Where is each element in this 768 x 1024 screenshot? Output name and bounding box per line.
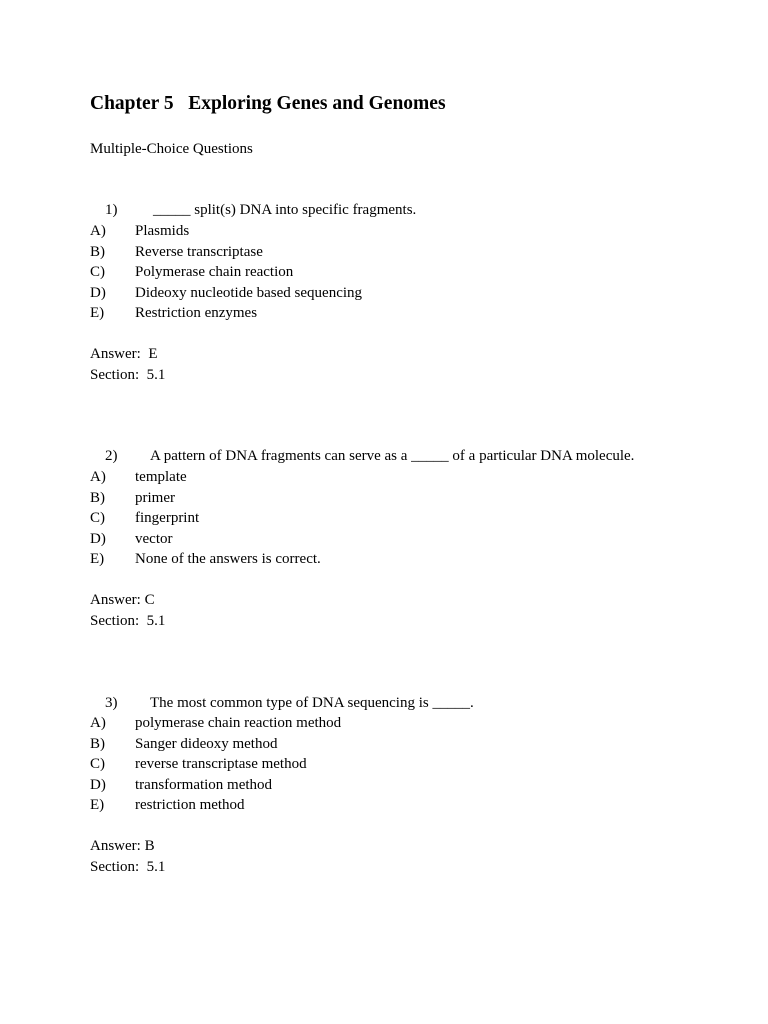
question-text: _____ split(s) DNA into specific fragments. bbox=[153, 202, 417, 218]
answer-line: Answer: C bbox=[90, 592, 155, 608]
question-1-option-a bbox=[90, 221, 189, 241]
page-title: Chapter 5 Exploring Genes and Genomes bbox=[90, 93, 446, 114]
option-text: fingerprint bbox=[135, 510, 200, 526]
option-text: Plasmids bbox=[135, 223, 190, 239]
question-3-option-b bbox=[90, 734, 277, 754]
question-number: 3) bbox=[105, 695, 118, 711]
option-letter: C) bbox=[90, 510, 105, 526]
option-text: Restriction enzymes bbox=[135, 305, 258, 321]
option-text: Dideoxy nucleotide based sequencing bbox=[135, 285, 363, 301]
option-text: transformation method bbox=[135, 777, 273, 793]
question-2-option-c bbox=[90, 508, 199, 528]
section-line: Section: 5.1 bbox=[90, 367, 166, 383]
option-letter: D) bbox=[90, 777, 106, 793]
option-text: primer bbox=[135, 490, 175, 506]
option-letter: E) bbox=[90, 551, 105, 567]
question-text: A pattern of DNA fragments can serve as a _____ of a particular DNA molecule. bbox=[150, 448, 635, 464]
option-text: None of the answers is correct. bbox=[135, 551, 321, 567]
question-number: 2) bbox=[105, 448, 118, 464]
option-letter: C) bbox=[90, 756, 105, 772]
section-heading: Multiple-Choice Questions bbox=[90, 141, 253, 157]
option-letter: B) bbox=[90, 244, 105, 260]
option-text: Sanger dideoxy method bbox=[135, 736, 278, 752]
question-2-option-a bbox=[90, 467, 187, 487]
option-letter: C) bbox=[90, 264, 105, 280]
answer-line: Answer: B bbox=[90, 838, 155, 854]
option-letter: B) bbox=[90, 490, 105, 506]
question-3-option-a bbox=[90, 713, 341, 733]
option-text: template bbox=[135, 469, 187, 485]
question-2-option-d bbox=[90, 529, 172, 549]
option-letter: A) bbox=[90, 715, 106, 731]
option-text: vector bbox=[135, 531, 173, 547]
option-text: restriction method bbox=[135, 797, 245, 813]
question-1-option-b bbox=[90, 242, 263, 262]
question-1-option-e bbox=[90, 303, 257, 323]
option-letter: E) bbox=[90, 305, 105, 321]
question-number: 1) bbox=[105, 202, 118, 218]
option-letter: A) bbox=[90, 469, 106, 485]
question-2-option-e bbox=[90, 549, 321, 569]
question-2-option-b bbox=[90, 488, 175, 508]
question-3-option-c bbox=[90, 754, 307, 774]
option-letter: D) bbox=[90, 531, 106, 547]
question-text: The most common type of DNA sequencing is _____. bbox=[150, 695, 474, 711]
option-letter: B) bbox=[90, 736, 105, 752]
option-text: reverse transcriptase method bbox=[135, 756, 307, 772]
question-1-option-c bbox=[90, 262, 293, 282]
option-letter: A) bbox=[90, 223, 106, 239]
option-letter: D) bbox=[90, 285, 106, 301]
question-1-option-d bbox=[90, 283, 362, 303]
option-letter: E) bbox=[90, 797, 105, 813]
question-3-option-e bbox=[90, 795, 245, 815]
section-line: Section: 5.1 bbox=[90, 859, 166, 875]
option-text: Reverse transcriptase bbox=[135, 244, 263, 260]
option-text: polymerase chain reaction method bbox=[135, 715, 342, 731]
answer-line: Answer: E bbox=[90, 346, 158, 362]
question-3-option-d bbox=[90, 775, 272, 795]
section-line: Section: 5.1 bbox=[90, 613, 166, 629]
option-text: Polymerase chain reaction bbox=[135, 264, 294, 280]
